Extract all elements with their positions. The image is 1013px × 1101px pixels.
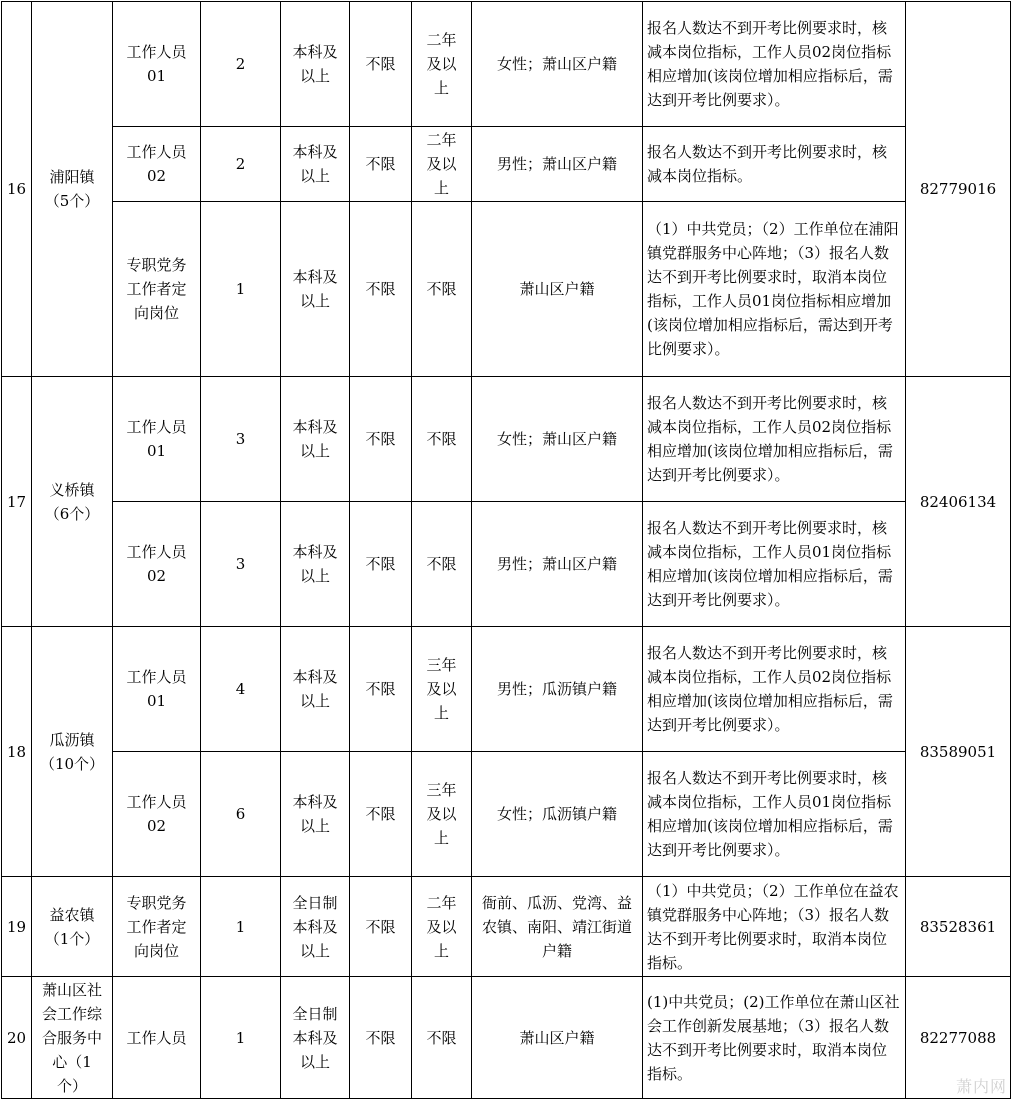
row-number: 16 <box>2 2 32 377</box>
other-requirements: 萧山区户籍 <box>472 202 643 377</box>
education: 本科及 以上 <box>281 2 350 127</box>
education: 本科及 以上 <box>281 752 350 877</box>
contact-phone: 83528361 <box>906 877 1011 977</box>
experience: 二年 及以 上 <box>412 127 472 202</box>
recruitment-table <box>1 1 1011 1099</box>
row-number: 20 <box>2 977 32 1099</box>
experience: 三年 及以 上 <box>412 752 472 877</box>
watermark: 萧内网 <box>955 1077 1007 1096</box>
position-count: 4 <box>201 627 281 752</box>
position-name: 工作人员 01 <box>113 377 201 502</box>
position-name: 工作人员 02 <box>113 752 201 877</box>
major: 不限 <box>350 502 412 627</box>
table-row <box>2 202 1011 377</box>
table-row <box>2 2 1011 127</box>
experience: 二年 及以 上 <box>412 877 472 977</box>
position-name: 专职党务 工作者定 向岗位 <box>113 202 201 377</box>
remarks: （1）中共党员；（2）工作单位在浦阳镇党群服务中心阵地；（3）报名人数达不到开考比例要求时，取消本岗位指标，工作人员01岗位指标相应增加(该岗位增加相应指标后，需达到开考比例要求）。 <box>643 202 906 377</box>
remarks: 报名人数达不到开考比例要求时，核减本岗位指标，工作人员01岗位指标相应增加(该岗位增加相应指标后，需达到开考比例要求）。 <box>643 752 906 877</box>
position-count: 1 <box>201 877 281 977</box>
position-count: 6 <box>201 752 281 877</box>
position-count: 3 <box>201 502 281 627</box>
table-row <box>2 977 1011 1099</box>
remarks: 报名人数达不到开考比例要求时，核减本岗位指标，工作人员02岗位指标相应增加(该岗位增加相应指标后，需达到开考比例要求）。 <box>643 2 906 127</box>
other-requirements: 男性；萧山区户籍 <box>472 127 643 202</box>
major: 不限 <box>350 977 412 1099</box>
position-name: 工作人员 01 <box>113 627 201 752</box>
table-row <box>2 877 1011 977</box>
unit-name: 浦阳镇 （5个） <box>32 2 113 377</box>
remarks: （1）中共党员；（2）工作单位在益农镇党群服务中心阵地；（3）报名人数达不到开考比例要求时，取消本岗位指标。 <box>643 877 906 977</box>
unit-name: 益农镇 （1个） <box>32 877 113 977</box>
education: 全日制 本科及 以上 <box>281 877 350 977</box>
position-count: 1 <box>201 977 281 1099</box>
position-count: 3 <box>201 377 281 502</box>
other-requirements: 男性；萧山区户籍 <box>472 502 643 627</box>
unit-name: 义桥镇 （6个） <box>32 377 113 627</box>
major: 不限 <box>350 2 412 127</box>
experience: 不限 <box>412 502 472 627</box>
remarks: (1)中共党员；(2)工作单位在萧山区社会工作创新发展基地；（3）报名人数达不到开考比例要求时，取消本岗位指标。 <box>643 977 906 1099</box>
row-number: 17 <box>2 377 32 627</box>
major: 不限 <box>350 877 412 977</box>
row-number: 19 <box>2 877 32 977</box>
major: 不限 <box>350 377 412 502</box>
remarks: 报名人数达不到开考比例要求时，核减本岗位指标，工作人员02岗位指标相应增加(该岗位增加相应指标后，需达到开考比例要求）。 <box>643 377 906 502</box>
position-count: 2 <box>201 127 281 202</box>
remarks: 报名人数达不到开考比例要求时，核减本岗位指标，工作人员01岗位指标相应增加(该岗位增加相应指标后，需达到开考比例要求）。 <box>643 502 906 627</box>
position-name: 工作人员 02 <box>113 502 201 627</box>
table-row <box>2 502 1011 627</box>
position-name: 工作人员 <box>113 977 201 1099</box>
position-count: 1 <box>201 202 281 377</box>
experience: 不限 <box>412 202 472 377</box>
experience: 不限 <box>412 977 472 1099</box>
other-requirements: 萧山区户籍 <box>472 977 643 1099</box>
major: 不限 <box>350 752 412 877</box>
remarks: 报名人数达不到开考比例要求时，核减本岗位指标。 <box>643 127 906 202</box>
contact-phone: 83589051 <box>906 627 1011 877</box>
contact-phone: 82277088 <box>906 977 1011 1099</box>
education: 本科及 以上 <box>281 127 350 202</box>
contact-phone: 82779016 <box>906 2 1011 377</box>
major: 不限 <box>350 202 412 377</box>
other-requirements: 女性；萧山区户籍 <box>472 377 643 502</box>
unit-name: 萧山区社 会工作综 合服务中 心（1 个） <box>32 977 113 1099</box>
education: 本科及 以上 <box>281 502 350 627</box>
position-name: 工作人员 02 <box>113 127 201 202</box>
unit-name: 瓜沥镇 （10个） <box>32 627 113 877</box>
other-requirements: 女性；瓜沥镇户籍 <box>472 752 643 877</box>
row-number: 18 <box>2 627 32 877</box>
other-requirements: 男性；瓜沥镇户籍 <box>472 627 643 752</box>
major: 不限 <box>350 627 412 752</box>
remarks: 报名人数达不到开考比例要求时，核减本岗位指标，工作人员02岗位指标相应增加(该岗位增加相应指标后，需达到开考比例要求）。 <box>643 627 906 752</box>
table-row <box>2 127 1011 202</box>
experience: 二年 及以 上 <box>412 2 472 127</box>
education: 全日制 本科及 以上 <box>281 977 350 1099</box>
education: 本科及 以上 <box>281 627 350 752</box>
table-row <box>2 627 1011 752</box>
experience: 三年 及以 上 <box>412 627 472 752</box>
education: 本科及 以上 <box>281 377 350 502</box>
other-requirements: 女性；萧山区户籍 <box>472 2 643 127</box>
other-requirements: 衙前、瓜沥、党湾、益农镇、南阳、靖江街道户籍 <box>472 877 643 977</box>
table-row <box>2 752 1011 877</box>
position-name: 工作人员 01 <box>113 2 201 127</box>
experience: 不限 <box>412 377 472 502</box>
position-count: 2 <box>201 2 281 127</box>
position-name: 专职党务 工作者定 向岗位 <box>113 877 201 977</box>
contact-phone: 82406134 <box>906 377 1011 627</box>
major: 不限 <box>350 127 412 202</box>
education: 本科及 以上 <box>281 202 350 377</box>
table-row <box>2 377 1011 502</box>
